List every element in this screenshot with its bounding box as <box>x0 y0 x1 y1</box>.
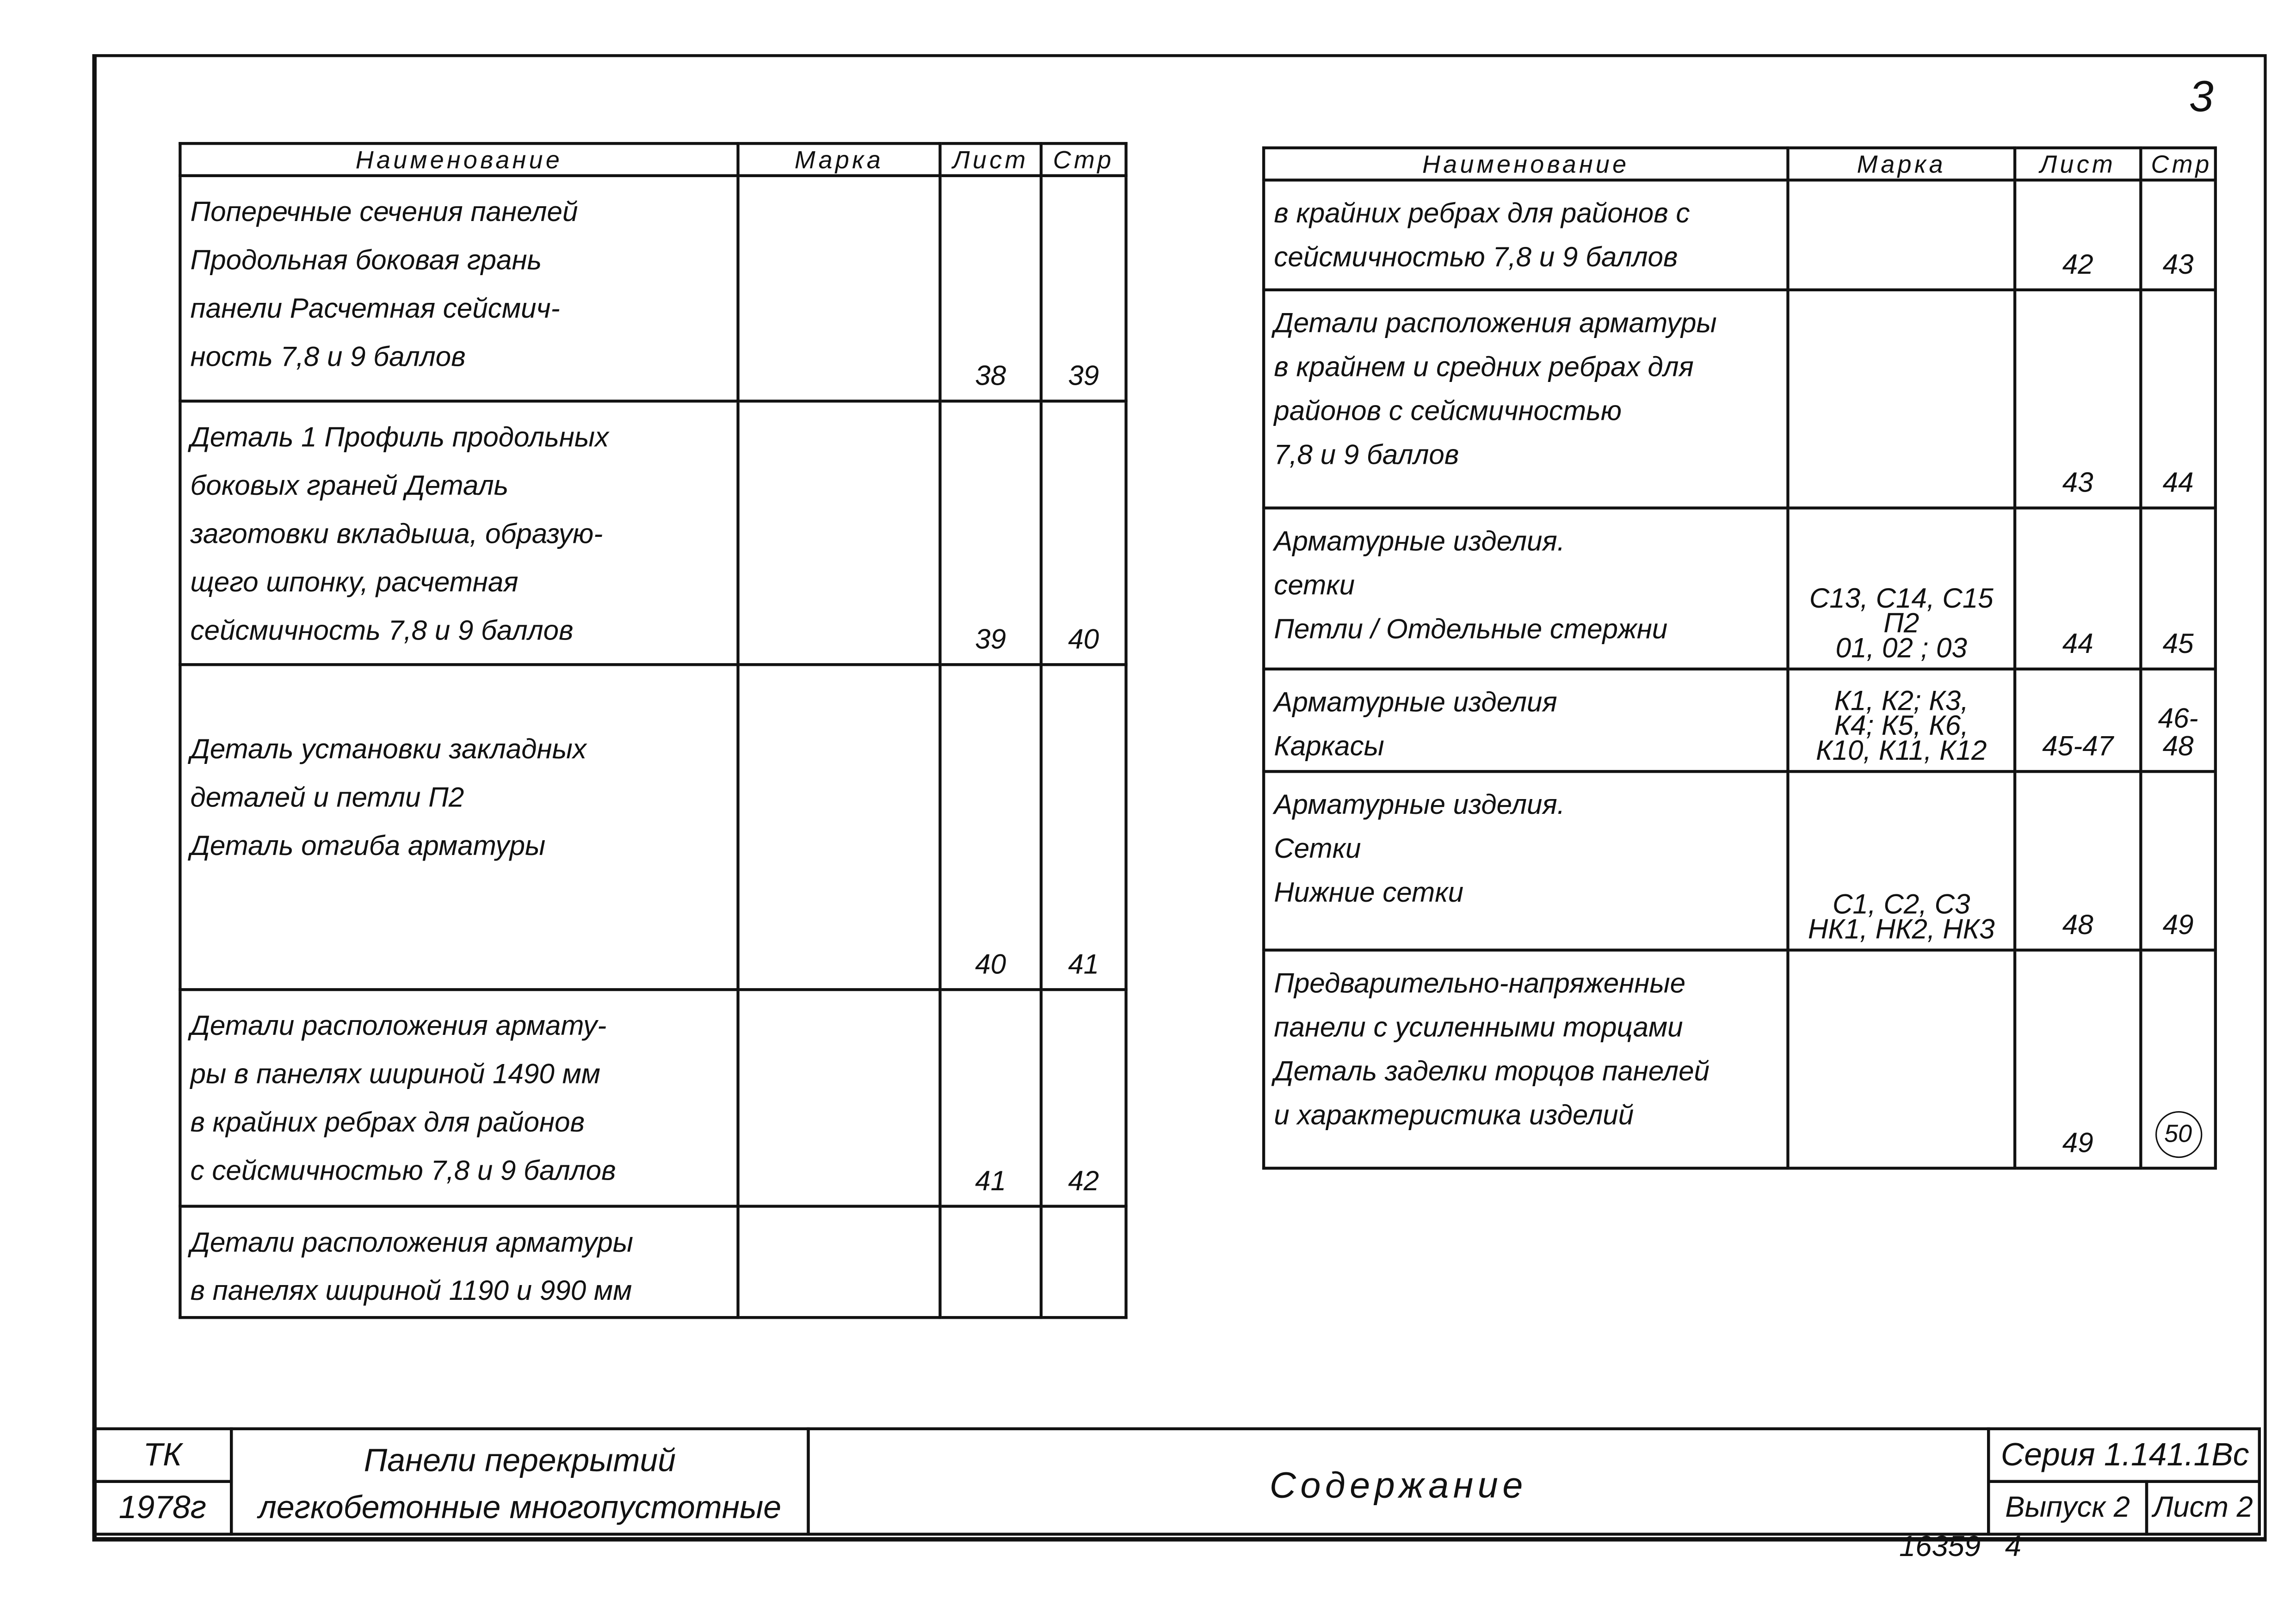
item-page: 46-48 <box>2141 669 2215 772</box>
item-name-line: Деталь установки закладных <box>190 735 586 766</box>
product-line-1: Панели перекрытий <box>364 1442 676 1479</box>
mark-line: П2 <box>1883 609 1920 640</box>
item-name-line: Арматурные изделия <box>1274 688 1557 719</box>
sheet-cell: Лист 2 <box>2145 1480 2261 1536</box>
mark-line: К1, К2; К3, <box>1834 686 1969 718</box>
item-name-line: боковых граней Деталь <box>190 471 509 502</box>
item-sheet: 42 <box>2015 180 2141 289</box>
table-row <box>1264 508 2216 669</box>
item-page <box>1041 1206 1126 1318</box>
mark-line: С13, С14, С15 <box>1809 584 1994 615</box>
mark-line: 01, 02 ; 03 <box>1835 634 1967 665</box>
item-name-line: Детали расположения арматуры <box>190 1228 634 1259</box>
item-name-line: в крайнем и средних ребрах для <box>1274 352 1694 384</box>
table-row <box>180 1206 1126 1318</box>
item-name-line: ры в панелях шириной 1490 мм <box>190 1060 601 1091</box>
item-sheet: 39 <box>940 401 1041 664</box>
document-title: Содержание <box>807 1427 1990 1536</box>
item-sheet: 49 <box>2015 950 2141 1169</box>
product-line-2: легкобетонные многопустотные <box>258 1489 782 1526</box>
item-name <box>1264 771 1788 950</box>
item-name-line: в панелях шириной 1190 и 990 мм <box>190 1276 632 1308</box>
item-name-line: деталей и петли П2 <box>190 783 464 814</box>
item-sheet: 48 <box>2015 771 2141 950</box>
item-name-line: панели с усиленными торцами <box>1274 1013 1683 1044</box>
header-page: Стр <box>2141 148 2215 180</box>
year-cell: 1978г <box>92 1480 233 1536</box>
item-mark <box>1788 950 2015 1169</box>
item-page: 41 <box>1041 664 1126 990</box>
item-name <box>1264 669 1788 772</box>
item-name-line: щего шпонку, расчетная <box>190 568 518 599</box>
item-name-line: Петли / Отдельные стержни <box>1274 615 1668 646</box>
issue-cell: Выпуск 2 <box>1987 1480 2148 1536</box>
item-name-line: в крайних ребрах для районов с <box>1274 199 1690 230</box>
item-name-line: сейсмичность 7,8 и 9 баллов <box>190 616 574 647</box>
contents-table-left <box>179 142 1127 1319</box>
table-row <box>1264 950 2216 1169</box>
item-mark <box>738 176 940 401</box>
item-name-line: панели Расчетная сейсмич- <box>190 294 560 325</box>
item-name-line <box>191 678 728 726</box>
item-name-line: заготовки вкладыша, образую- <box>190 519 603 551</box>
header-name: Наименование <box>180 143 738 176</box>
item-name-line: в крайних ребрах для районов <box>190 1108 585 1139</box>
header-mark: Марка <box>738 143 940 176</box>
table-row <box>180 990 1126 1206</box>
item-name <box>1264 508 1788 669</box>
item-mark <box>1788 290 2015 508</box>
item-sheet: 45-47 <box>2015 669 2141 772</box>
item-name-line: Поперечные сечения панелей <box>190 197 578 228</box>
item-name-line: Каркасы <box>1274 732 1384 763</box>
item-page: 43 <box>2141 180 2215 289</box>
item-name-line: с сейсмичностью 7,8 и 9 баллов <box>190 1156 616 1187</box>
circled-page-number: 50 <box>2154 1111 2201 1158</box>
item-mark <box>1788 771 2015 950</box>
mark-line: К4; К5, К6, <box>1834 711 1969 743</box>
page-number: 3 <box>2189 73 2214 122</box>
table-row <box>180 176 1126 401</box>
item-name <box>1264 290 1788 508</box>
table-row <box>1264 669 2216 772</box>
item-mark <box>1788 180 2015 289</box>
item-name-line: и характеристика изделий <box>1274 1101 1634 1132</box>
item-mark <box>738 990 940 1206</box>
item-name-line: Сетки <box>1274 834 1361 865</box>
header-mark: Марка <box>1788 148 2015 180</box>
item-page: 49 <box>2141 771 2215 950</box>
table-row <box>1264 180 2216 289</box>
item-page: 45 <box>2141 508 2215 669</box>
mark-line: С1, С2, С3 <box>1832 890 1970 921</box>
item-name <box>180 990 738 1206</box>
contents-table-right <box>1262 147 2217 1170</box>
header-sheet: Лист <box>940 143 1041 176</box>
item-mark <box>738 1206 940 1318</box>
item-sheet: 43 <box>2015 290 2141 508</box>
item-name <box>1264 180 1788 289</box>
item-name-line: Детали расположения армату- <box>190 1011 607 1043</box>
item-mark <box>1788 669 2015 772</box>
item-name <box>180 664 738 990</box>
item-page <box>2141 950 2215 1169</box>
item-name-line: сетки <box>1274 571 1355 602</box>
item-sheet: 40 <box>940 664 1041 990</box>
table-row <box>1264 290 2216 508</box>
item-mark <box>738 664 940 990</box>
item-page: 44 <box>2141 290 2215 508</box>
item-page: 42 <box>1041 990 1126 1206</box>
item-name <box>180 401 738 664</box>
org-cell: ТК <box>92 1427 233 1483</box>
item-name-line: Арматурные изделия. <box>1274 790 1565 822</box>
item-sheet: 44 <box>2015 508 2141 669</box>
item-name-line: 7,8 и 9 баллов <box>1274 440 1459 472</box>
item-page: 39 <box>1041 176 1126 401</box>
item-sheet: 41 <box>940 990 1041 1206</box>
item-name-line: Арматурные изделия. <box>1274 527 1565 558</box>
item-name <box>180 1206 738 1318</box>
item-name-line: Продольная боковая грань <box>190 246 542 277</box>
item-name-line: ность 7,8 и 9 баллов <box>190 342 466 374</box>
item-name <box>180 176 738 401</box>
table-row <box>1264 771 2216 950</box>
header-page: Стр <box>1041 143 1126 176</box>
item-name-line: Детали расположения арматуры <box>1274 308 1717 340</box>
item-name-line: Деталь отгиба арматуры <box>190 831 546 862</box>
inventory-number: 16359 4 <box>1899 1531 2022 1564</box>
item-mark <box>1788 508 2015 669</box>
item-page: 40 <box>1041 401 1126 664</box>
table-row <box>180 401 1126 664</box>
header-sheet: Лист <box>2015 148 2141 180</box>
item-name-line: Предварительно-напряженные <box>1274 969 1686 1000</box>
item-name-line: районов с сейсмичностью <box>1274 396 1622 428</box>
item-name-line: Деталь заделки торцов панелей <box>1274 1057 1710 1088</box>
item-sheet: 38 <box>940 176 1041 401</box>
mark-line: К10, К11, К12 <box>1816 736 1987 767</box>
series-cell: Серия 1.141.1Вс <box>1987 1427 2261 1483</box>
table-row <box>180 664 1126 990</box>
item-name <box>1264 950 1788 1169</box>
item-mark <box>738 401 940 664</box>
item-name-line: Деталь 1 Профиль продольных <box>190 423 609 454</box>
item-name-line: Нижние сетки <box>1274 878 1464 909</box>
product-cell <box>230 1427 810 1536</box>
item-sheet <box>940 1206 1041 1318</box>
mark-line: НК1, НК2, НК3 <box>1808 915 1995 946</box>
item-name-line: сейсмичностью 7,8 и 9 баллов <box>1274 243 1678 274</box>
header-name: Наименование <box>1264 148 1788 180</box>
